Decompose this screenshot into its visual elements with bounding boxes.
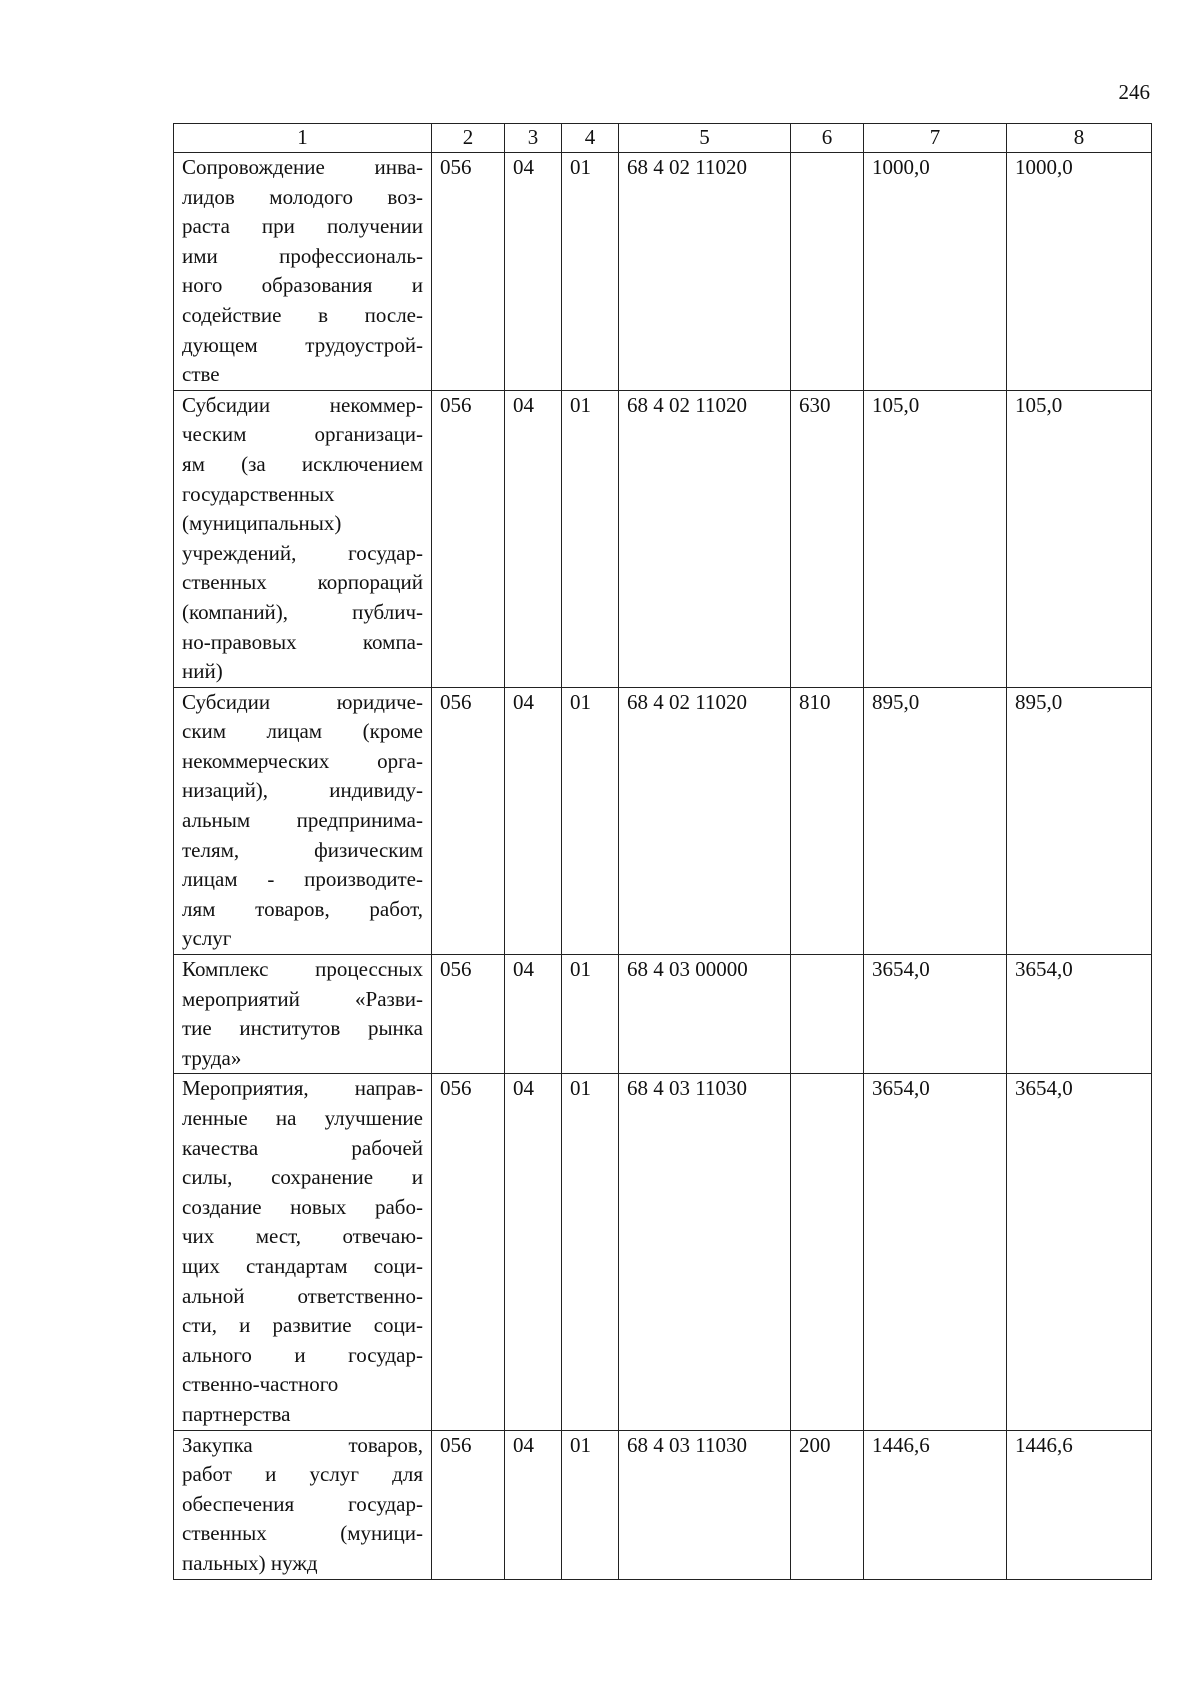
row-name-line: стве	[182, 362, 220, 387]
cell-col6: 630	[791, 390, 864, 687]
row-name	[174, 153, 432, 391]
row-name-line: ям (за исключением	[182, 451, 423, 476]
table-row	[174, 1074, 1152, 1430]
row-name-line: дующем трудоустрой-	[182, 332, 423, 357]
row-name-line: ческим организаци-	[182, 422, 423, 447]
cell-col5: 68 4 03 11030	[619, 1430, 791, 1579]
row-name-line: ским лицам (кроме	[182, 719, 423, 744]
row-name	[174, 1074, 432, 1430]
cell-col7: 3654,0	[864, 955, 1007, 1074]
row-name-line: услуг	[182, 926, 232, 951]
row-name-line: альным предпринима-	[182, 808, 423, 833]
row-name-line: низаций), индивиду-	[182, 778, 423, 803]
cell-col4: 01	[562, 1074, 619, 1430]
cell-col7: 895,0	[864, 687, 1007, 954]
cell-col3: 04	[505, 955, 562, 1074]
header-cell: 8	[1007, 124, 1152, 153]
cell-col2: 056	[432, 955, 505, 1074]
header-cell: 3	[505, 124, 562, 153]
row-name	[174, 687, 432, 954]
row-name-line: труда»	[182, 1045, 242, 1070]
cell-col3: 04	[505, 687, 562, 954]
cell-col3: 04	[505, 1430, 562, 1579]
header-cell: 2	[432, 124, 505, 153]
table-row	[174, 153, 1152, 391]
row-name-line: ственных (муници-	[182, 1521, 423, 1546]
row-name-line: но-правовых компа-	[182, 629, 423, 654]
row-name-line: (муниципальных)	[182, 511, 342, 536]
row-name	[174, 390, 432, 687]
row-name-line: Сопровождение инва-	[182, 155, 423, 179]
cell-col5: 68 4 02 11020	[619, 153, 791, 391]
cell-col8: 1000,0	[1007, 153, 1152, 391]
row-name-line: лидов молодого воз-	[182, 184, 423, 209]
table-row	[174, 390, 1152, 687]
row-name-line: тие институтов рынка	[182, 1016, 423, 1041]
cell-col8: 3654,0	[1007, 1074, 1152, 1430]
row-name-line: щих стандартам соци-	[182, 1253, 423, 1278]
row-name-line: обеспечения государ-	[182, 1491, 423, 1516]
cell-col8: 1446,6	[1007, 1430, 1152, 1579]
row-name-line: лицам - производите-	[182, 867, 423, 892]
row-name-line: чих мест, отвечаю-	[182, 1224, 423, 1249]
cell-col3: 04	[505, 153, 562, 391]
cell-col4: 01	[562, 1430, 619, 1579]
cell-col8: 105,0	[1007, 390, 1152, 687]
row-name-line: качества рабочей	[182, 1135, 423, 1160]
header-cell: 4	[562, 124, 619, 153]
row-name-line: раста при получении	[182, 214, 423, 239]
row-name-line: ственных корпораций	[182, 570, 423, 595]
cell-col5: 68 4 02 11020	[619, 390, 791, 687]
row-name-line: пальных) нужд	[182, 1550, 318, 1575]
header-cell: 5	[619, 124, 791, 153]
cell-col7: 105,0	[864, 390, 1007, 687]
row-name-line: содействие в после-	[182, 302, 423, 327]
row-name	[174, 1430, 432, 1579]
row-name-line: Мероприятия, направ-	[182, 1076, 423, 1101]
row-name-line: Субсидии юридиче-	[182, 689, 423, 714]
cell-col4: 01	[562, 153, 619, 391]
header-cell: 7	[864, 124, 1007, 153]
row-name-line: силы, сохранение и	[182, 1165, 423, 1190]
row-name-line: ими профессиональ-	[182, 243, 423, 268]
cell-col5: 68 4 03 11030	[619, 1074, 791, 1430]
cell-col2: 056	[432, 1074, 505, 1430]
header-cell: 1	[174, 124, 432, 153]
row-name-line: работ и услуг для	[182, 1462, 423, 1487]
cell-col6: 200	[791, 1430, 864, 1579]
cell-col3: 04	[505, 390, 562, 687]
cell-col3: 04	[505, 1074, 562, 1430]
row-name-line: Субсидии некоммер-	[182, 392, 423, 417]
row-name-line: телям, физическим	[182, 837, 423, 862]
cell-col4: 01	[562, 687, 619, 954]
row-name-line: государственных	[182, 481, 335, 506]
table-body	[174, 153, 1152, 1580]
header-cell: 6	[791, 124, 864, 153]
row-name-line: некоммерческих орга-	[182, 748, 423, 773]
table-row	[174, 955, 1152, 1074]
cell-col2: 056	[432, 1430, 505, 1579]
row-name-line: учреждений, государ-	[182, 540, 423, 565]
cell-col7: 1000,0	[864, 153, 1007, 391]
cell-col2: 056	[432, 390, 505, 687]
row-name-line: ленные на улучшение	[182, 1106, 423, 1130]
row-name-line: ственно-частного	[182, 1372, 339, 1397]
cell-col7: 1446,6	[864, 1430, 1007, 1579]
cell-col4: 01	[562, 955, 619, 1074]
row-name-line: мероприятий «Разви-	[182, 986, 423, 1011]
cell-col5: 68 4 03 00000	[619, 955, 791, 1074]
cell-col6	[791, 1074, 864, 1430]
cell-col6: 810	[791, 687, 864, 954]
row-name-line: Комплекс процессных	[182, 957, 423, 982]
row-name	[174, 955, 432, 1074]
header-row	[174, 124, 1152, 153]
row-name-line: альной ответственно-	[182, 1283, 423, 1308]
table-row	[174, 687, 1152, 954]
budget-table	[173, 123, 1152, 1580]
row-name-line: создание новых рабо-	[182, 1194, 423, 1219]
cell-col8: 3654,0	[1007, 955, 1152, 1074]
row-name-line: Закупка товаров,	[182, 1432, 423, 1457]
row-name-line: партнерства	[182, 1401, 291, 1426]
row-name-line: ального и государ-	[182, 1342, 423, 1367]
table-row	[174, 1430, 1152, 1579]
row-name-line: (компаний), публич-	[182, 599, 423, 624]
cell-col7: 3654,0	[864, 1074, 1007, 1430]
cell-col5: 68 4 02 11020	[619, 687, 791, 954]
row-name-line: ного образования и	[182, 273, 423, 298]
cell-col8: 895,0	[1007, 687, 1152, 954]
row-name-line: сти, и развитие соци-	[182, 1313, 423, 1338]
page-number: 246	[1118, 80, 1150, 104]
cell-col2: 056	[432, 687, 505, 954]
cell-col4: 01	[562, 390, 619, 687]
row-name-line: ний)	[182, 659, 223, 684]
cell-col6	[791, 153, 864, 391]
cell-col2: 056	[432, 153, 505, 391]
row-name-line: лям товаров, работ,	[182, 896, 423, 921]
cell-col6	[791, 955, 864, 1074]
